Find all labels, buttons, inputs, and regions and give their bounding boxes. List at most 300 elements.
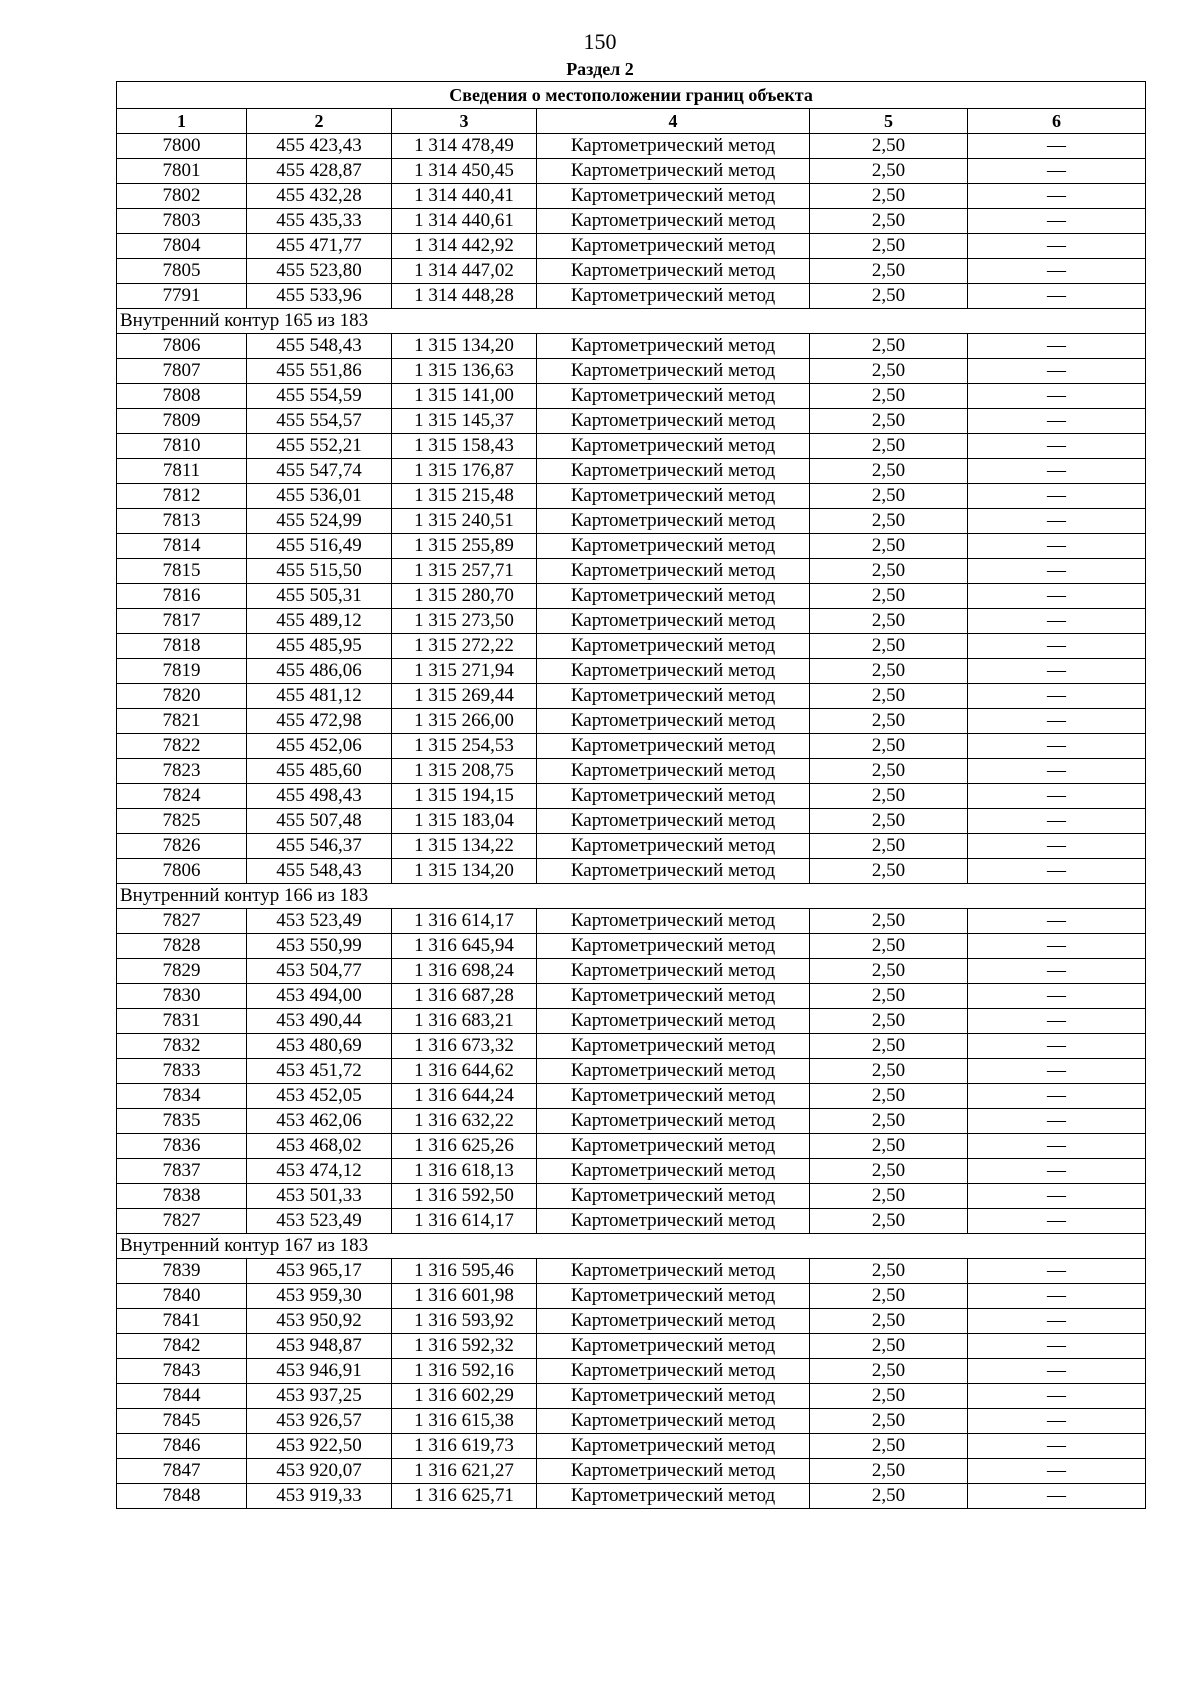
table-row [117,784,1146,809]
table-cell-col-3: 1 316 632,22 [392,1109,537,1134]
table-row [117,384,1146,409]
table-cell-col-1: 7833 [117,1059,247,1084]
table-cell-col-6: — [968,459,1146,484]
table-cell-col-4: Картометрический метод [537,1134,810,1159]
table-cell-col-3: 1 316 645,94 [392,934,537,959]
table-row [117,134,1146,159]
table-cell-col-3: 1 314 478,49 [392,134,537,159]
table-row [117,434,1146,459]
table-cell-col-2: 455 533,96 [247,284,392,309]
table-cell-col-6: — [968,809,1146,834]
table-cell-col-3: 1 316 615,38 [392,1409,537,1434]
table-cell-col-5: 2,50 [810,484,968,509]
table-row [117,459,1146,484]
table-cell-col-1: 7827 [117,1209,247,1234]
table-row [117,1259,1146,1284]
table-cell-col-5: 2,50 [810,284,968,309]
table-cell-col-1: 7837 [117,1159,247,1184]
table-cell-col-2: 453 523,49 [247,1209,392,1234]
table-cell-col-5: 2,50 [810,159,968,184]
table-cell-col-1: 7815 [117,559,247,584]
table-cell-col-5: 2,50 [810,1334,968,1359]
table-cell-col-4: Картометрический метод [537,384,810,409]
table-cell-col-4: Картометрический метод [537,209,810,234]
table-cell-col-6: — [968,284,1146,309]
table-cell-col-3: 1 314 440,61 [392,209,537,234]
table-cell-col-3: 1 316 592,16 [392,1359,537,1384]
table-cell-col-2: 455 485,95 [247,634,392,659]
table-cell-col-5: 2,50 [810,1109,968,1134]
table-cell-col-5: 2,50 [810,459,968,484]
table-cell-col-6: — [968,934,1146,959]
table-row [117,184,1146,209]
table-cell-col-3: 1 316 683,21 [392,1009,537,1034]
table-cell-col-5: 2,50 [810,134,968,159]
contour-header-row [117,1234,1146,1259]
table-cell-col-2: 453 468,02 [247,1134,392,1159]
table-cell-col-2: 455 471,77 [247,234,392,259]
table-cell-col-4: Картометрический метод [537,659,810,684]
table-cell-col-6: — [968,1484,1146,1509]
column-header-4: 4 [537,109,810,134]
table-row [117,934,1146,959]
table-title: Сведения о местоположении границ объекта [117,82,1146,109]
table-row [117,734,1146,759]
table-cell-col-1: 7821 [117,709,247,734]
table-cell-col-3: 1 316 614,17 [392,1209,537,1234]
table-cell-col-2: 455 486,06 [247,659,392,684]
table-cell-col-4: Картометрический метод [537,934,810,959]
table-cell-col-1: 7824 [117,784,247,809]
table-row [117,1359,1146,1384]
table-cell-col-3: 1 316 621,27 [392,1459,537,1484]
table-row [117,1059,1146,1084]
table-cell-col-5: 2,50 [810,959,968,984]
table-cell-col-1: 7810 [117,434,247,459]
table-cell-col-3: 1 316 625,71 [392,1484,537,1509]
table-row [117,334,1146,359]
table-cell-col-5: 2,50 [810,1359,968,1384]
table-row [117,259,1146,284]
table-cell-col-1: 7806 [117,859,247,884]
table-cell-col-3: 1 315 280,70 [392,584,537,609]
table-cell-col-4: Картометрический метод [537,1409,810,1434]
table-cell-col-1: 7820 [117,684,247,709]
table-cell-col-5: 2,50 [810,359,968,384]
table-row [117,1434,1146,1459]
table-cell-col-4: Картометрический метод [537,1384,810,1409]
contour-label: Внутренний контур 166 из 183 [117,884,1146,909]
table-cell-col-6: — [968,1159,1146,1184]
table-row [117,409,1146,434]
table-cell-col-2: 453 480,69 [247,1034,392,1059]
table-row [117,984,1146,1009]
table-cell-col-1: 7830 [117,984,247,1009]
table-cell-col-5: 2,50 [810,409,968,434]
table-cell-col-5: 2,50 [810,1284,968,1309]
table-cell-col-2: 455 523,80 [247,259,392,284]
table-cell-col-3: 1 315 273,50 [392,609,537,634]
table-cell-col-5: 2,50 [810,859,968,884]
table-cell-col-4: Картометрический метод [537,159,810,184]
contour-label: Внутренний контур 167 из 183 [117,1234,1146,1259]
table-row [117,609,1146,634]
table-cell-col-2: 455 423,43 [247,134,392,159]
table-cell-col-1: 7812 [117,484,247,509]
table-header-row [117,109,1146,134]
table-cell-col-3: 1 315 194,15 [392,784,537,809]
table-cell-col-4: Картометрический метод [537,859,810,884]
table-cell-col-6: — [968,1434,1146,1459]
table-cell-col-2: 453 452,05 [247,1084,392,1109]
page-number: 150 [583,29,617,54]
table-cell-col-2: 455 554,59 [247,384,392,409]
table-cell-col-3: 1 316 644,24 [392,1084,537,1109]
table-cell-col-6: — [968,159,1146,184]
table-cell-col-1: 7805 [117,259,247,284]
contour-header-row [117,309,1146,334]
table-cell-col-6: — [968,359,1146,384]
table-cell-col-2: 453 494,00 [247,984,392,1009]
table-row [117,584,1146,609]
table-cell-col-1: 7822 [117,734,247,759]
table-cell-col-4: Картометрический метод [537,1359,810,1384]
table-row [117,509,1146,534]
table-row [117,959,1146,984]
table-row [117,634,1146,659]
table-row [117,534,1146,559]
table-cell-col-2: 453 926,57 [247,1409,392,1434]
table-cell-col-2: 453 504,77 [247,959,392,984]
table-cell-col-5: 2,50 [810,934,968,959]
table-cell-col-4: Картометрический метод [537,434,810,459]
table-cell-col-1: 7825 [117,809,247,834]
table-row [117,1284,1146,1309]
table-cell-col-4: Картометрический метод [537,784,810,809]
table-cell-col-1: 7818 [117,634,247,659]
table-cell-col-3: 1 315 257,71 [392,559,537,584]
table-cell-col-2: 455 485,60 [247,759,392,784]
table-cell-col-5: 2,50 [810,1184,968,1209]
table-cell-col-1: 7844 [117,1384,247,1409]
table-cell-col-6: — [968,859,1146,884]
table-cell-col-3: 1 315 134,20 [392,334,537,359]
table-cell-col-2: 453 937,25 [247,1384,392,1409]
table-cell-col-6: — [968,1259,1146,1284]
table-cell-col-3: 1 315 158,43 [392,434,537,459]
table-row [117,909,1146,934]
table-cell-col-2: 455 551,86 [247,359,392,384]
table-cell-col-3: 1 314 442,92 [392,234,537,259]
table-cell-col-3: 1 314 440,41 [392,184,537,209]
table-cell-col-2: 455 435,33 [247,209,392,234]
table-cell-col-2: 455 472,98 [247,709,392,734]
table-cell-col-4: Картометрический метод [537,609,810,634]
table-cell-col-2: 453 919,33 [247,1484,392,1509]
table-cell-col-4: Картометрический метод [537,409,810,434]
table-cell-col-3: 1 316 618,13 [392,1159,537,1184]
table-cell-col-1: 7801 [117,159,247,184]
table-cell-col-2: 455 546,37 [247,834,392,859]
table-cell-col-1: 7846 [117,1434,247,1459]
table-cell-col-4: Картометрический метод [537,284,810,309]
table-row [117,1409,1146,1434]
table-row [117,759,1146,784]
table-cell-col-1: 7843 [117,1359,247,1384]
table-cell-col-3: 1 315 272,22 [392,634,537,659]
table-cell-col-3: 1 315 141,00 [392,384,537,409]
table-cell-col-5: 2,50 [810,1409,968,1434]
table-cell-col-6: — [968,1284,1146,1309]
table-cell-col-5: 2,50 [810,184,968,209]
table-row [117,1209,1146,1234]
table-row [117,159,1146,184]
table-cell-col-5: 2,50 [810,534,968,559]
table-cell-col-4: Картометрический метод [537,909,810,934]
table-cell-col-4: Картометрический метод [537,184,810,209]
table-cell-col-4: Картометрический метод [537,1209,810,1234]
table-cell-col-3: 1 314 447,02 [392,259,537,284]
table-cell-col-4: Картометрический метод [537,984,810,1009]
table-cell-col-6: — [968,734,1146,759]
table-cell-col-3: 1 315 240,51 [392,509,537,534]
table-cell-col-4: Картометрический метод [537,1009,810,1034]
table-cell-col-5: 2,50 [810,1309,968,1334]
table-cell-col-5: 2,50 [810,784,968,809]
contour-label: Внутренний контур 165 из 183 [117,309,1146,334]
table-row [117,1309,1146,1334]
table-cell-col-6: — [968,384,1146,409]
table-cell-col-3: 1 316 592,32 [392,1334,537,1359]
table-cell-col-4: Картометрический метод [537,484,810,509]
table-cell-col-2: 453 920,07 [247,1459,392,1484]
table-cell-col-6: — [968,184,1146,209]
table-cell-col-4: Картометрический метод [537,1259,810,1284]
table-row [117,559,1146,584]
column-header-6: 6 [968,109,1146,134]
table-cell-col-1: 7823 [117,759,247,784]
table-cell-col-1: 7838 [117,1184,247,1209]
table-cell-col-1: 7848 [117,1484,247,1509]
table-cell-col-6: — [968,409,1146,434]
table-cell-col-6: — [968,609,1146,634]
table-cell-col-4: Картометрический метод [537,759,810,784]
table-cell-col-2: 453 474,12 [247,1159,392,1184]
table-cell-col-4: Картометрический метод [537,1484,810,1509]
table-cell-col-2: 455 515,50 [247,559,392,584]
table-row [117,1159,1146,1184]
table-cell-col-5: 2,50 [810,259,968,284]
table-cell-col-4: Картометрический метод [537,1334,810,1359]
section-title: Раздел 2 [566,59,634,79]
table-cell-col-5: 2,50 [810,984,968,1009]
table-cell-col-6: — [968,909,1146,934]
table-cell-col-5: 2,50 [810,1034,968,1059]
table-cell-col-3: 1 316 673,32 [392,1034,537,1059]
table-cell-col-5: 2,50 [810,1134,968,1159]
table-cell-col-4: Картометрический метод [537,1309,810,1334]
table-cell-col-4: Картометрический метод [537,1434,810,1459]
table-cell-col-4: Картометрический метод [537,709,810,734]
table-cell-col-1: 7840 [117,1284,247,1309]
table-cell-col-2: 455 554,57 [247,409,392,434]
table-cell-col-4: Картометрический метод [537,959,810,984]
table-cell-col-3: 1 316 601,98 [392,1284,537,1309]
table-cell-col-2: 453 451,72 [247,1059,392,1084]
table-row [117,1109,1146,1134]
table-row [117,1484,1146,1509]
table-cell-col-1: 7816 [117,584,247,609]
table-cell-col-6: — [968,1209,1146,1234]
table-cell-col-6: — [968,1034,1146,1059]
table-cell-col-1: 7800 [117,134,247,159]
table-cell-col-2: 455 524,99 [247,509,392,534]
table-cell-col-4: Картометрический метод [537,1034,810,1059]
table-cell-col-4: Картометрический метод [537,684,810,709]
table-row [117,834,1146,859]
table-cell-col-6: — [968,1309,1146,1334]
table-cell-col-6: — [968,534,1146,559]
table-cell-col-1: 7828 [117,934,247,959]
table-cell-col-6: — [968,334,1146,359]
table-cell-col-5: 2,50 [810,1484,968,1509]
table-cell-col-3: 1 315 176,87 [392,459,537,484]
table-cell-col-1: 7813 [117,509,247,534]
table-cell-col-3: 1 315 269,44 [392,684,537,709]
table-cell-col-2: 455 516,49 [247,534,392,559]
table-cell-col-2: 453 501,33 [247,1184,392,1209]
table-cell-col-5: 2,50 [810,834,968,859]
table-cell-col-5: 2,50 [810,209,968,234]
table-cell-col-1: 7803 [117,209,247,234]
table-cell-col-6: — [968,1359,1146,1384]
table-cell-col-2: 453 965,17 [247,1259,392,1284]
table-cell-col-1: 7845 [117,1409,247,1434]
table-cell-col-6: — [968,509,1146,534]
table-cell-col-4: Картометрический метод [537,1459,810,1484]
table-cell-col-6: — [968,759,1146,784]
table-cell-col-5: 2,50 [810,509,968,534]
table-cell-col-3: 1 314 448,28 [392,284,537,309]
table-cell-col-3: 1 316 625,26 [392,1134,537,1159]
table-cell-col-5: 2,50 [810,1259,968,1284]
table-cell-col-4: Картометрический метод [537,834,810,859]
table-cell-col-4: Картометрический метод [537,559,810,584]
table-cell-col-4: Картометрический метод [537,1084,810,1109]
table-cell-col-6: — [968,1334,1146,1359]
table-cell-col-2: 455 452,06 [247,734,392,759]
table-cell-col-1: 7841 [117,1309,247,1334]
column-header-2: 2 [247,109,392,134]
table-cell-col-3: 1 316 644,62 [392,1059,537,1084]
table-cell-col-6: — [968,684,1146,709]
table-cell-col-2: 455 552,21 [247,434,392,459]
table-cell-col-5: 2,50 [810,1059,968,1084]
table-cell-col-1: 7836 [117,1134,247,1159]
table-row [117,659,1146,684]
table-cell-col-3: 1 315 255,89 [392,534,537,559]
table-row [117,1334,1146,1359]
table-cell-col-4: Картометрический метод [537,1159,810,1184]
table-row [117,284,1146,309]
table-cell-col-1: 7839 [117,1259,247,1284]
table-cell-col-5: 2,50 [810,584,968,609]
table-cell-col-2: 455 547,74 [247,459,392,484]
table-cell-col-6: — [968,709,1146,734]
table-row [117,684,1146,709]
table-cell-col-5: 2,50 [810,809,968,834]
table-cell-col-3: 1 315 136,63 [392,359,537,384]
table-cell-col-6: — [968,984,1146,1009]
table-cell-col-5: 2,50 [810,684,968,709]
table-cell-col-4: Картометрический метод [537,1109,810,1134]
table-cell-col-5: 2,50 [810,559,968,584]
table-cell-col-2: 453 550,99 [247,934,392,959]
table-cell-col-4: Картометрический метод [537,534,810,559]
table-cell-col-3: 1 316 595,46 [392,1259,537,1284]
table-cell-col-1: 7832 [117,1034,247,1059]
table-row [117,209,1146,234]
table-cell-col-2: 455 481,12 [247,684,392,709]
table-cell-col-3: 1 316 602,29 [392,1384,537,1409]
table-cell-col-4: Картометрический метод [537,734,810,759]
table-cell-col-6: — [968,209,1146,234]
table-cell-col-6: — [968,634,1146,659]
table-cell-col-6: — [968,1059,1146,1084]
table-cell-col-3: 1 315 271,94 [392,659,537,684]
table-cell-col-1: 7804 [117,234,247,259]
table-cell-col-6: — [968,959,1146,984]
table-cell-col-4: Картометрический метод [537,1284,810,1309]
table-cell-col-3: 1 315 208,75 [392,759,537,784]
table-cell-col-1: 7807 [117,359,247,384]
table-cell-col-2: 453 462,06 [247,1109,392,1134]
table-row [117,709,1146,734]
column-header-3: 3 [392,109,537,134]
table-row [117,1009,1146,1034]
table-cell-col-6: — [968,134,1146,159]
table-cell-col-5: 2,50 [810,709,968,734]
table-cell-col-4: Картометрический метод [537,134,810,159]
table-cell-col-5: 2,50 [810,1084,968,1109]
table-cell-col-5: 2,50 [810,384,968,409]
table-cell-col-1: 7808 [117,384,247,409]
table-cell-col-1: 7834 [117,1084,247,1109]
table-cell-col-1: 7842 [117,1334,247,1359]
table-cell-col-6: — [968,1459,1146,1484]
table-cell-col-2: 455 505,31 [247,584,392,609]
table-cell-col-6: — [968,1109,1146,1134]
table-cell-col-2: 453 959,30 [247,1284,392,1309]
table-cell-col-1: 7847 [117,1459,247,1484]
table-cell-col-2: 453 950,92 [247,1309,392,1334]
table-row [117,1459,1146,1484]
table-cell-col-2: 455 548,43 [247,859,392,884]
table-cell-col-3: 1 315 183,04 [392,809,537,834]
table-cell-col-3: 1 315 266,00 [392,709,537,734]
table-cell-col-6: — [968,1084,1146,1109]
table-cell-col-3: 1 316 593,92 [392,1309,537,1334]
table-cell-col-1: 7811 [117,459,247,484]
table-cell-col-5: 2,50 [810,1434,968,1459]
table-cell-col-4: Картометрический метод [537,1059,810,1084]
contour-header-row [117,884,1146,909]
table-cell-col-4: Картометрический метод [537,634,810,659]
table-cell-col-3: 1 316 619,73 [392,1434,537,1459]
table-cell-col-5: 2,50 [810,434,968,459]
table-cell-col-4: Картометрический метод [537,1184,810,1209]
table-cell-col-3: 1 316 614,17 [392,909,537,934]
